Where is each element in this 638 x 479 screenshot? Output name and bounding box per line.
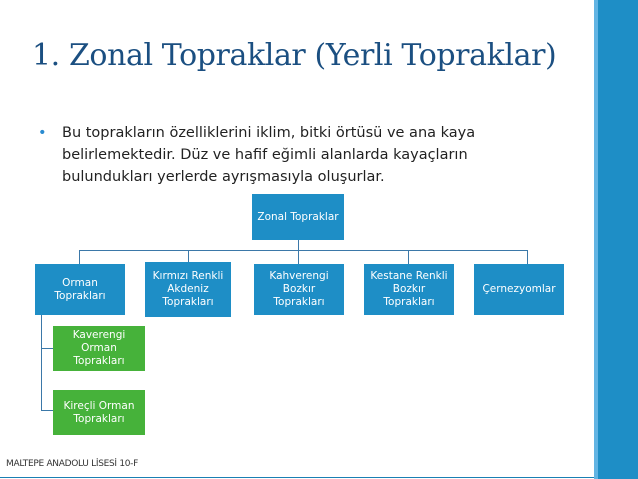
slide-title: 1. Zonal Topraklar (Yerli Topraklar) — [32, 38, 557, 73]
node-kirecli-orman: Kireçli Orman Toprakları — [53, 390, 145, 435]
right-accent-bar — [594, 0, 638, 479]
bottom-divider — [0, 477, 594, 478]
node-kaverengi-orman: Kaverengi Orman Toprakları — [53, 326, 145, 371]
connector-sub-1 — [41, 348, 53, 349]
node-orman-topraklari: Orman Toprakları — [35, 264, 125, 315]
bullet-text: Bu toprakların özelliklerini iklim, bitki örtüsü ve ana kaya belirlemektedir. Düz ve hafif eğimli alanlarda kayaçların bulundukları yerlerde ayrışmasıyla oluşurlar. — [62, 125, 476, 185]
node-cernezyomlar: Çernezyomlar — [474, 264, 564, 315]
connector-drop-orman — [79, 250, 80, 264]
bullet-marker: • — [38, 125, 47, 141]
connector-sub-vertical — [41, 315, 42, 411]
connector-sub-2 — [41, 410, 53, 411]
node-kestane-bozkir: Kestane Renkli Bozkır Toprakları — [364, 264, 454, 315]
connector-drop-kahverengi — [298, 250, 299, 264]
right-accent-stripe — [594, 0, 598, 479]
node-zonal-topraklar: Zonal Topraklar — [252, 194, 344, 240]
connector-drop-kestane — [408, 250, 409, 264]
connector-drop-cernezyom — [527, 250, 528, 264]
connector-horizontal — [79, 250, 528, 251]
node-kahverengi-bozkir: Kahverengi Bozkır Toprakları — [254, 264, 344, 315]
node-kirmizi-akdeniz: Kırmızı Renkli Akdeniz Toprakları — [145, 262, 231, 317]
connector-drop-akdeniz — [188, 250, 189, 262]
footer-text: MALTEPE ANADOLU LİSESİ 10-F — [6, 459, 139, 469]
